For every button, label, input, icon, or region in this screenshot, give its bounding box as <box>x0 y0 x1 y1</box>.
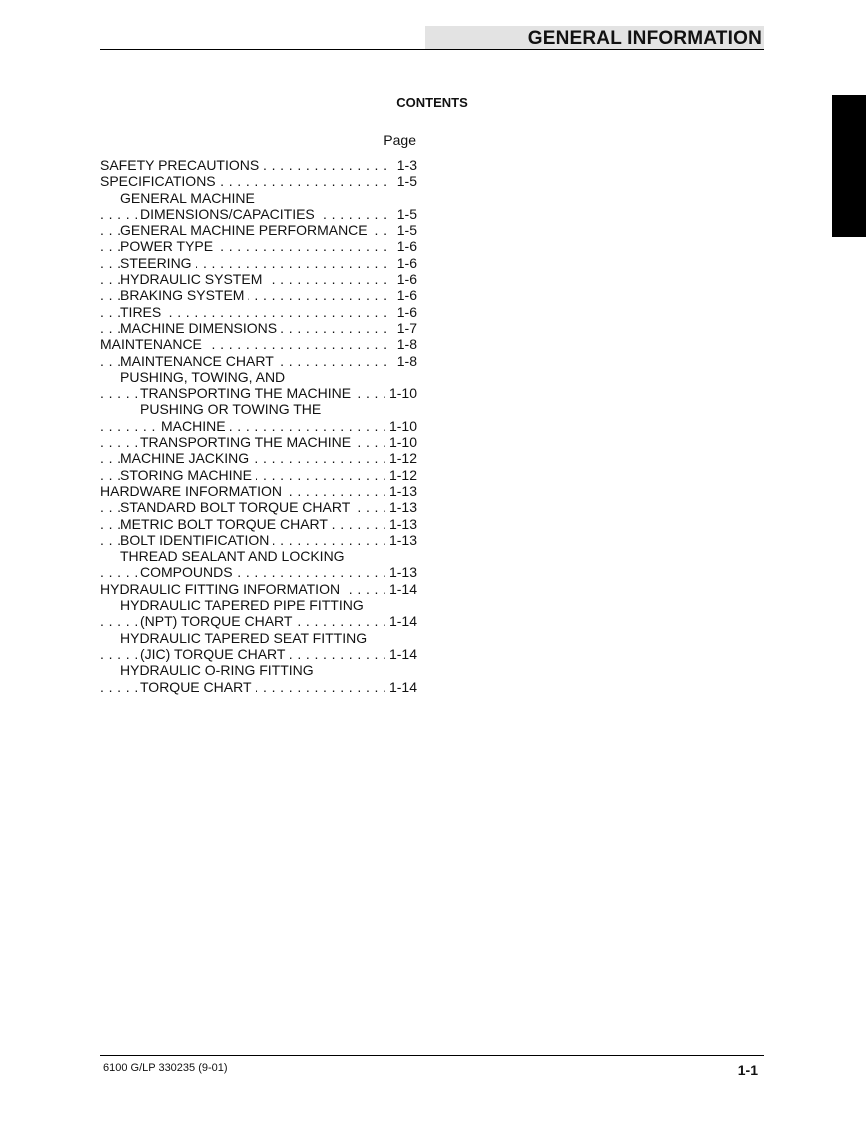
toc-entry-title: (JIC) TORQUE CHART <box>140 646 289 662</box>
toc-entry-title: BOLT IDENTIFICATION <box>120 532 273 548</box>
page-column-label: Page <box>383 132 416 148</box>
toc-entry-page: 1-10 <box>385 418 417 434</box>
toc-entry-title: MAINTENANCE <box>100 336 206 352</box>
toc-entry[interactable] <box>100 401 417 417</box>
toc-entry-title: MACHINE <box>161 418 230 434</box>
toc-entry-title: HARDWARE INFORMATION <box>100 483 286 499</box>
toc-entry-page: 1-7 <box>393 320 417 336</box>
toc-entry[interactable] <box>100 385 417 401</box>
toc-entry[interactable] <box>100 516 417 532</box>
toc-entry-title: TRANSPORTING THE MACHINE <box>140 434 355 450</box>
toc-entry[interactable] <box>100 190 417 206</box>
toc-entry-title: PUSHING OR TOWING THE <box>140 401 325 417</box>
toc-entry-page: 1-6 <box>393 304 417 320</box>
toc-entry[interactable] <box>100 418 417 434</box>
header-divider <box>100 49 764 50</box>
toc-entry-page: 1-6 <box>393 287 417 303</box>
toc-entry-title: STEERING <box>120 255 196 271</box>
toc-entry-page: 1-14 <box>385 646 417 662</box>
toc-entry[interactable] <box>100 467 417 483</box>
toc-entry-page: 1-10 <box>385 385 417 401</box>
toc-entry[interactable] <box>100 613 417 629</box>
section-title: GENERAL INFORMATION <box>527 28 762 49</box>
toc-entry-title: THREAD SEALANT AND LOCKING <box>120 548 349 564</box>
toc-entry[interactable] <box>100 581 417 597</box>
toc-entry-title: STANDARD BOLT TORQUE CHART <box>120 499 354 515</box>
toc-entry-page: 1-14 <box>385 679 417 695</box>
toc-entry[interactable] <box>100 630 417 646</box>
toc-entry-page: 1-13 <box>385 483 417 499</box>
toc-entry-page: 1-14 <box>385 613 417 629</box>
toc-entry-title: GENERAL MACHINE <box>120 190 259 206</box>
toc-entry-title: COMPOUNDS <box>140 564 237 580</box>
page-number: 1-1 <box>737 1062 758 1078</box>
toc-entry-page: 1-8 <box>393 336 417 352</box>
toc-entry[interactable] <box>100 320 417 336</box>
toc-entry-title: TRANSPORTING THE MACHINE <box>140 385 355 401</box>
toc-entry-page: 1-8 <box>393 353 417 369</box>
toc-entry-page: 1-6 <box>393 255 417 271</box>
toc-entry-title: DIMENSIONS/CAPACITIES <box>140 206 319 222</box>
footer-divider <box>100 1055 764 1056</box>
toc-entry[interactable] <box>100 548 417 564</box>
section-thumb-tab <box>832 95 866 237</box>
toc-entry[interactable] <box>100 483 417 499</box>
toc-entry[interactable] <box>100 336 417 352</box>
toc-entry-title: MACHINE JACKING <box>120 450 253 466</box>
toc-entry[interactable] <box>100 532 417 548</box>
toc-entry-title: POWER TYPE <box>120 238 217 254</box>
toc-entry-title: HYDRAULIC TAPERED PIPE FITTING <box>120 597 368 613</box>
toc-entry-title: HYDRAULIC SYSTEM <box>120 271 266 287</box>
toc-entry-page: 1-12 <box>385 467 417 483</box>
toc-entry-title: METRIC BOLT TORQUE CHART <box>120 516 332 532</box>
toc-entry[interactable] <box>100 597 417 613</box>
toc-entry-page: 1-6 <box>393 238 417 254</box>
toc-entry-title: HYDRAULIC O-RING FITTING <box>120 662 318 678</box>
toc-entry-title: HYDRAULIC TAPERED SEAT FITTING <box>120 630 371 646</box>
toc-entry[interactable] <box>100 434 417 450</box>
toc-entry-title: PUSHING, TOWING, AND <box>120 369 289 385</box>
toc-entry-page: 1-13 <box>385 516 417 532</box>
toc-entry[interactable] <box>100 369 417 385</box>
toc-entry[interactable] <box>100 255 417 271</box>
toc-entry-page: 1-5 <box>393 206 417 222</box>
toc-entry-page: 1-13 <box>385 499 417 515</box>
toc-entry[interactable] <box>100 499 417 515</box>
toc-entry[interactable] <box>100 646 417 662</box>
toc-entry-page: 1-12 <box>385 450 417 466</box>
toc-entry-title: MACHINE DIMENSIONS <box>120 320 281 336</box>
toc-entry-title: SPECIFICATIONS <box>100 173 220 189</box>
table-of-contents <box>100 157 417 695</box>
toc-entry-title: BRAKING SYSTEM <box>120 287 248 303</box>
toc-entry-page: 1-5 <box>393 173 417 189</box>
toc-entry-page: 1-14 <box>385 581 417 597</box>
toc-entry-title: MAINTENANCE CHART <box>120 353 278 369</box>
toc-entry-page: 1-13 <box>385 564 417 580</box>
toc-entry[interactable] <box>100 238 417 254</box>
document-id: 6100 G/LP 330235 (9-01) <box>103 1062 228 1074</box>
toc-entry[interactable] <box>100 222 417 238</box>
toc-entry[interactable] <box>100 353 417 369</box>
toc-entry-page: 1-10 <box>385 434 417 450</box>
contents-heading: CONTENTS <box>396 95 468 110</box>
toc-entry-page: 1-6 <box>393 271 417 287</box>
toc-entry-page: 1-5 <box>393 222 417 238</box>
toc-entry[interactable] <box>100 662 417 678</box>
toc-entry-title: (NPT) TORQUE CHART <box>140 613 296 629</box>
toc-entry[interactable] <box>100 450 417 466</box>
toc-entry[interactable] <box>100 564 417 580</box>
toc-entry[interactable] <box>100 271 417 287</box>
toc-entry[interactable] <box>100 304 417 320</box>
toc-entry-title: TIRES <box>120 304 165 320</box>
toc-entry[interactable] <box>100 157 417 173</box>
toc-entry[interactable] <box>100 173 417 189</box>
toc-entry-title: TORQUE CHART <box>140 679 256 695</box>
toc-entry[interactable] <box>100 206 417 222</box>
toc-entry-title: HYDRAULIC FITTING INFORMATION <box>100 581 344 597</box>
toc-entry-title: STORING MACHINE <box>120 467 256 483</box>
toc-entry-title: SAFETY PRECAUTIONS <box>100 157 263 173</box>
toc-entry[interactable] <box>100 679 417 695</box>
toc-entry-title: GENERAL MACHINE PERFORMANCE <box>120 222 372 238</box>
toc-entry-page: 1-3 <box>393 157 417 173</box>
toc-entry-page: 1-13 <box>385 532 417 548</box>
toc-entry[interactable] <box>100 287 417 303</box>
